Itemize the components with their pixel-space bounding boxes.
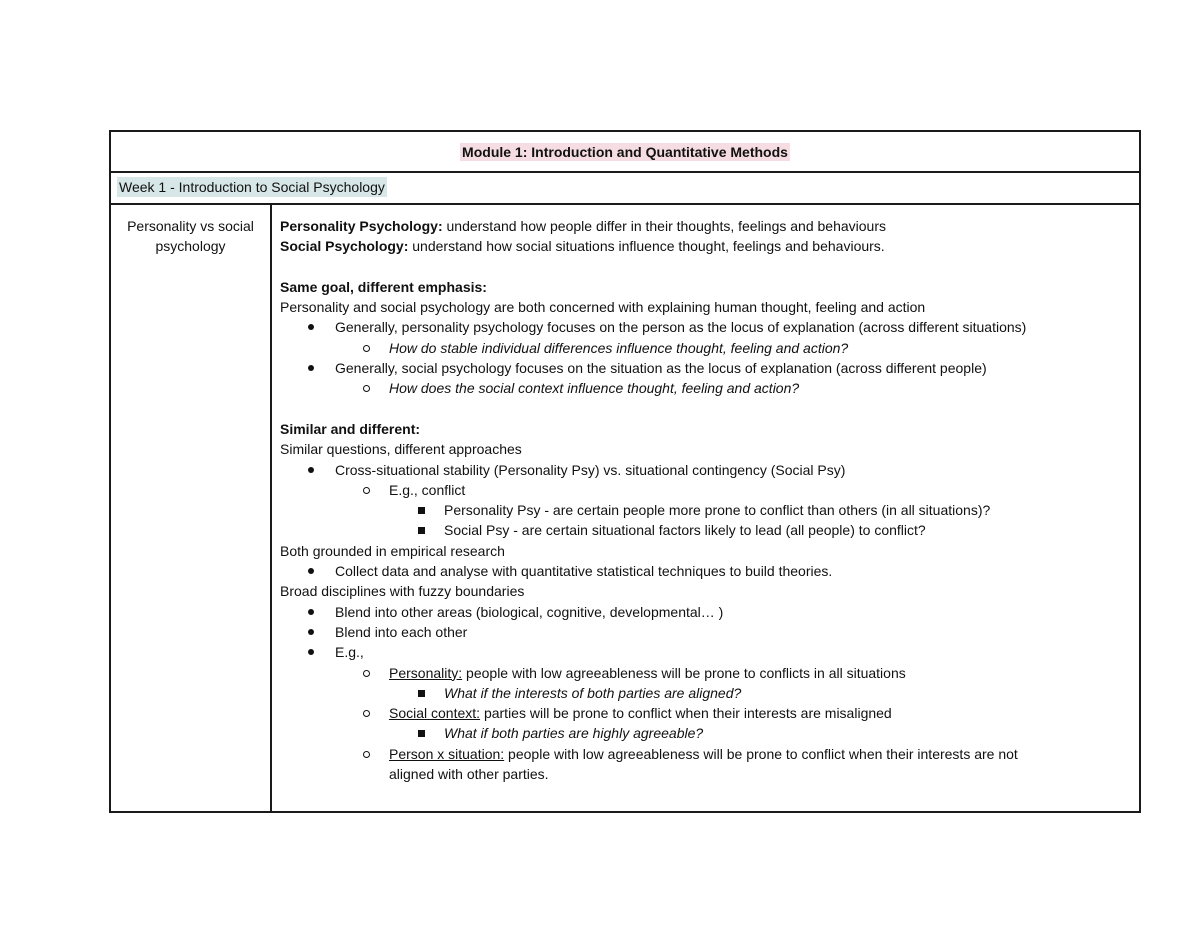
list-item-text: parties will be prone to conflict when their interests are misaligned: [480, 705, 892, 722]
paragraph: Broad disciplines with fuzzy boundaries: [280, 583, 525, 600]
bullet-dot-icon: [308, 365, 314, 371]
list-item-text: How does the social context influence thought, feeling and action?: [389, 380, 800, 397]
definition-label: Social Psychology:: [280, 238, 409, 255]
definition-line: [280, 236, 1139, 256]
list-item: [280, 561, 1139, 581]
list-item-text: Cross-situational stability (Personality Psy) vs. situational contingency (Social Psy): [335, 461, 846, 478]
list-item-text: Generally, personality psychology focuses on the person as the locus of explanation (across different situations): [335, 319, 1027, 336]
topic-label: Personality vs social psychology: [127, 218, 254, 255]
notes-table: [109, 130, 1141, 813]
list-item-text: Blend into other areas (biological, cognitive, developmental… ): [335, 603, 724, 620]
list-item: [280, 460, 1139, 480]
bullet-square-icon: [418, 527, 425, 534]
week-title: Week 1 - Introduction to Social Psychology: [119, 179, 385, 195]
list-item: [280, 622, 1139, 642]
list-item-text: Social Psy - are certain situational factors likely to lead (all people) to conflict?: [444, 522, 926, 539]
list-item: [280, 480, 1139, 500]
list-item-text: Generally, social psychology focuses on the situation as the locus of explanation (across different people): [335, 360, 987, 377]
topic-cell: [111, 205, 272, 811]
list-item-text: E.g.,: [335, 644, 364, 661]
bullet-circle-icon: [363, 670, 370, 677]
bullet-dot-icon: [308, 609, 314, 615]
list-item-text: people with low agreeableness will be prone to conflicts in all situations: [462, 664, 906, 681]
list-item-text: What if the interests of both parties are aligned?: [444, 684, 742, 701]
list-item-continuation: aligned with other parties.: [389, 766, 549, 783]
bullet-circle-icon: [363, 487, 370, 494]
list-item: [280, 723, 1139, 743]
example-label: Person x situation:: [389, 745, 505, 762]
paragraph: Both grounded in empirical research: [280, 542, 505, 559]
bullet-circle-icon: [363, 385, 370, 392]
list-item: [280, 683, 1139, 703]
notes-cell: [272, 205, 1139, 811]
example-label: Social context:: [389, 705, 481, 722]
bullet-square-icon: [418, 730, 425, 737]
paragraph: Personality and social psychology are both concerned with explaining human thought, feeling and action: [280, 299, 926, 316]
list-item: [280, 520, 1139, 540]
list-item-text: How do stable individual differences influence thought, feeling and action?: [389, 339, 849, 356]
spacer: [280, 399, 1139, 419]
section-heading: Same goal, different emphasis:: [280, 278, 487, 295]
module-title: Module 1: Introduction and Quantitative Methods: [462, 143, 788, 160]
definition-text: understand how social situations influence thought, feelings and behaviours.: [408, 238, 885, 255]
list-item-text: E.g., conflict: [389, 481, 466, 498]
bullet-dot-icon: [308, 568, 314, 574]
paragraph: Similar questions, different approaches: [280, 441, 522, 458]
list-item: [280, 338, 1139, 358]
list-item-text: What if both parties are highly agreeable?: [444, 725, 704, 742]
list-item: [280, 663, 1139, 683]
example-label: Personality:: [389, 664, 463, 681]
spacer: [280, 257, 1139, 277]
list-item: [280, 317, 1139, 337]
bullet-dot-icon: [308, 467, 314, 473]
list-item: [280, 500, 1139, 520]
definition-label: Personality Psychology:: [280, 218, 443, 234]
list-item-text: Blend into each other: [335, 623, 468, 640]
bullet-circle-icon: [363, 345, 370, 352]
list-item: [280, 703, 1139, 723]
bullet-square-icon: [418, 690, 425, 697]
bullet-circle-icon: [363, 710, 370, 717]
bullet-dot-icon: [308, 324, 314, 330]
week-title-row: [111, 171, 1139, 205]
content-row: [111, 205, 1139, 811]
list-item: [280, 602, 1139, 622]
bullet-square-icon: [418, 507, 425, 514]
list-item: [280, 378, 1139, 398]
bullet-circle-icon: [363, 751, 370, 758]
list-item-text: people with low agreeableness will be prone to conflict when their interests are not: [504, 745, 1018, 762]
list-item-text: Collect data and analyse with quantitative statistical techniques to build theories.: [335, 563, 833, 580]
list-item: [280, 744, 1139, 764]
section-heading: Similar and different:: [280, 420, 421, 437]
bullet-dot-icon: [308, 649, 314, 655]
bullet-dot-icon: [308, 629, 314, 635]
list-item: [280, 358, 1139, 378]
list-item: [280, 642, 1139, 662]
list-item-text: Personality Psy - are certain people more prone to conflict than others (in all situations)?: [444, 502, 991, 519]
module-title-row: [111, 132, 1139, 173]
definition-text: understand how people differ in their thoughts, feelings and behaviours: [442, 218, 886, 234]
definition-line: [280, 216, 1139, 236]
